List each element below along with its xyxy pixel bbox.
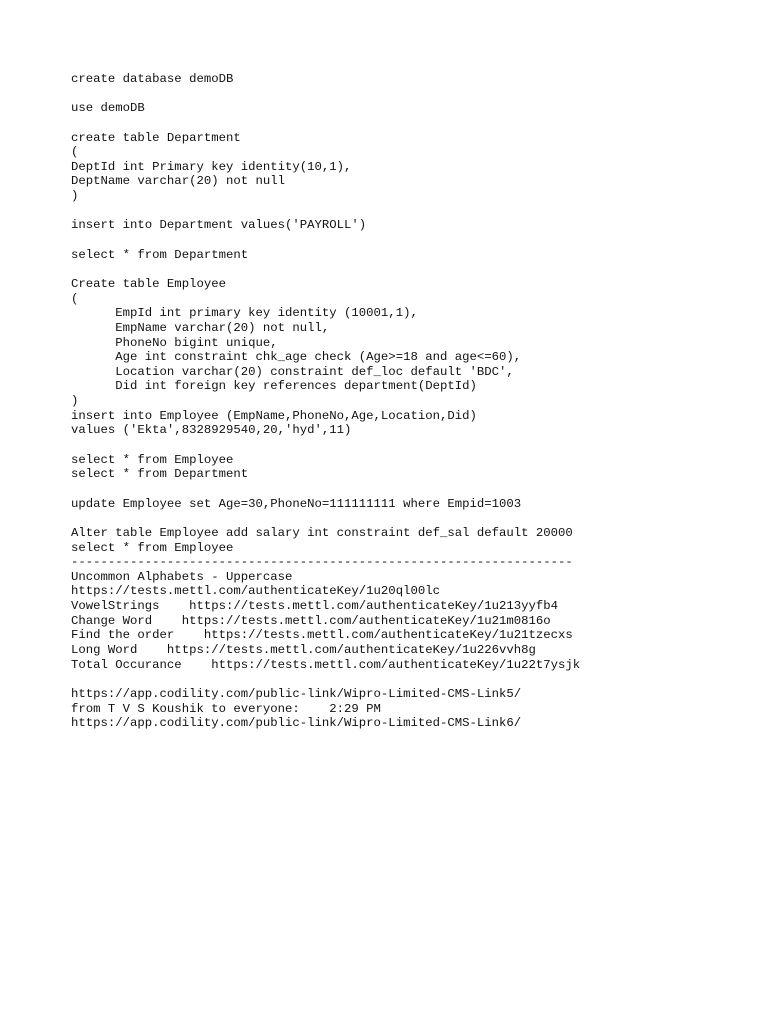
text-line: EmpName varchar(20) not null, <box>71 320 330 335</box>
text-line: values ('Ekta',8328929540,20,'hyd',11) <box>71 423 352 438</box>
text-line: ( <box>71 145 79 160</box>
text-line: Long Word https://tests.mettl.com/authenticateKey/1u226vvh8g <box>71 642 536 657</box>
blank-line <box>71 672 731 687</box>
text-line: Age int constraint chk_age check (Age>=18 and age<=60), <box>71 350 522 365</box>
text-line: Did int foreign key references department(DeptId) <box>71 379 477 394</box>
text-line: https://app.codility.com/public-link/Wipro-Limited-CMS-Link6/ <box>71 716 522 731</box>
text-line: ) <box>71 189 79 204</box>
text-line: VowelStrings https://tests.mettl.com/authenticateKey/1u213yyfb4 <box>71 599 559 614</box>
text-line: select * from Employee <box>71 540 234 555</box>
text-line: ( <box>71 291 79 306</box>
blank-line <box>71 87 731 102</box>
text-line: create database demoDB <box>71 72 234 86</box>
document-text <box>71 72 731 731</box>
blank-line <box>71 438 731 453</box>
text-line: Create table Employee <box>71 276 226 291</box>
text-line: -------------------------------------------------------------------- <box>71 555 573 570</box>
text-line: select * from Department <box>71 247 249 262</box>
text-line: Location varchar(20) constraint def_loc default 'BDC', <box>71 364 514 379</box>
blank-line <box>71 262 731 277</box>
text-line: PhoneNo bigint unique, <box>71 335 278 350</box>
text-line: select * from Employee <box>71 452 234 467</box>
blank-line <box>71 511 731 526</box>
text-line: Change Word https://tests.mettl.com/authenticateKey/1u21m0816o <box>71 613 551 628</box>
text-line: DeptName varchar(20) not null <box>71 174 286 189</box>
blank-line <box>71 204 731 219</box>
text-line: from T V S Koushik to everyone: 2:29 PM <box>71 701 381 716</box>
text-line: Uncommon Alphabets - Uppercase <box>71 569 293 584</box>
text-line: https://app.codility.com/public-link/Wipro-Limited-CMS-Link5/ <box>71 686 522 701</box>
text-line: insert into Employee (EmpName,PhoneNo,Age,Location,Did) <box>71 408 477 423</box>
text-line: Find the order https://tests.mettl.com/authenticateKey/1u21tzecxs <box>71 628 573 643</box>
text-line: update Employee set Age=30,PhoneNo=111111111 where Empid=1003 <box>71 496 522 511</box>
blank-line <box>71 116 731 131</box>
text-line: DeptId int Primary key identity(10,1), <box>71 159 352 174</box>
text-line: https://tests.mettl.com/authenticateKey/1u20ql00lc <box>71 584 440 599</box>
text-line: create table Department <box>71 130 241 145</box>
text-line: insert into Department values('PAYROLL') <box>71 218 367 233</box>
text-line: select * from Department <box>71 467 249 482</box>
blank-line <box>71 233 731 248</box>
text-line: Alter table Employee add salary int constraint def_sal default 20000 <box>71 525 573 540</box>
text-line: ) <box>71 394 79 409</box>
text-line: use demoDB <box>71 101 145 116</box>
text-line: Total Occurance https://tests.mettl.com/authenticateKey/1u22t7ysjk <box>71 657 581 672</box>
blank-line <box>71 482 731 497</box>
text-line: EmpId int primary key identity (10001,1), <box>71 306 418 321</box>
